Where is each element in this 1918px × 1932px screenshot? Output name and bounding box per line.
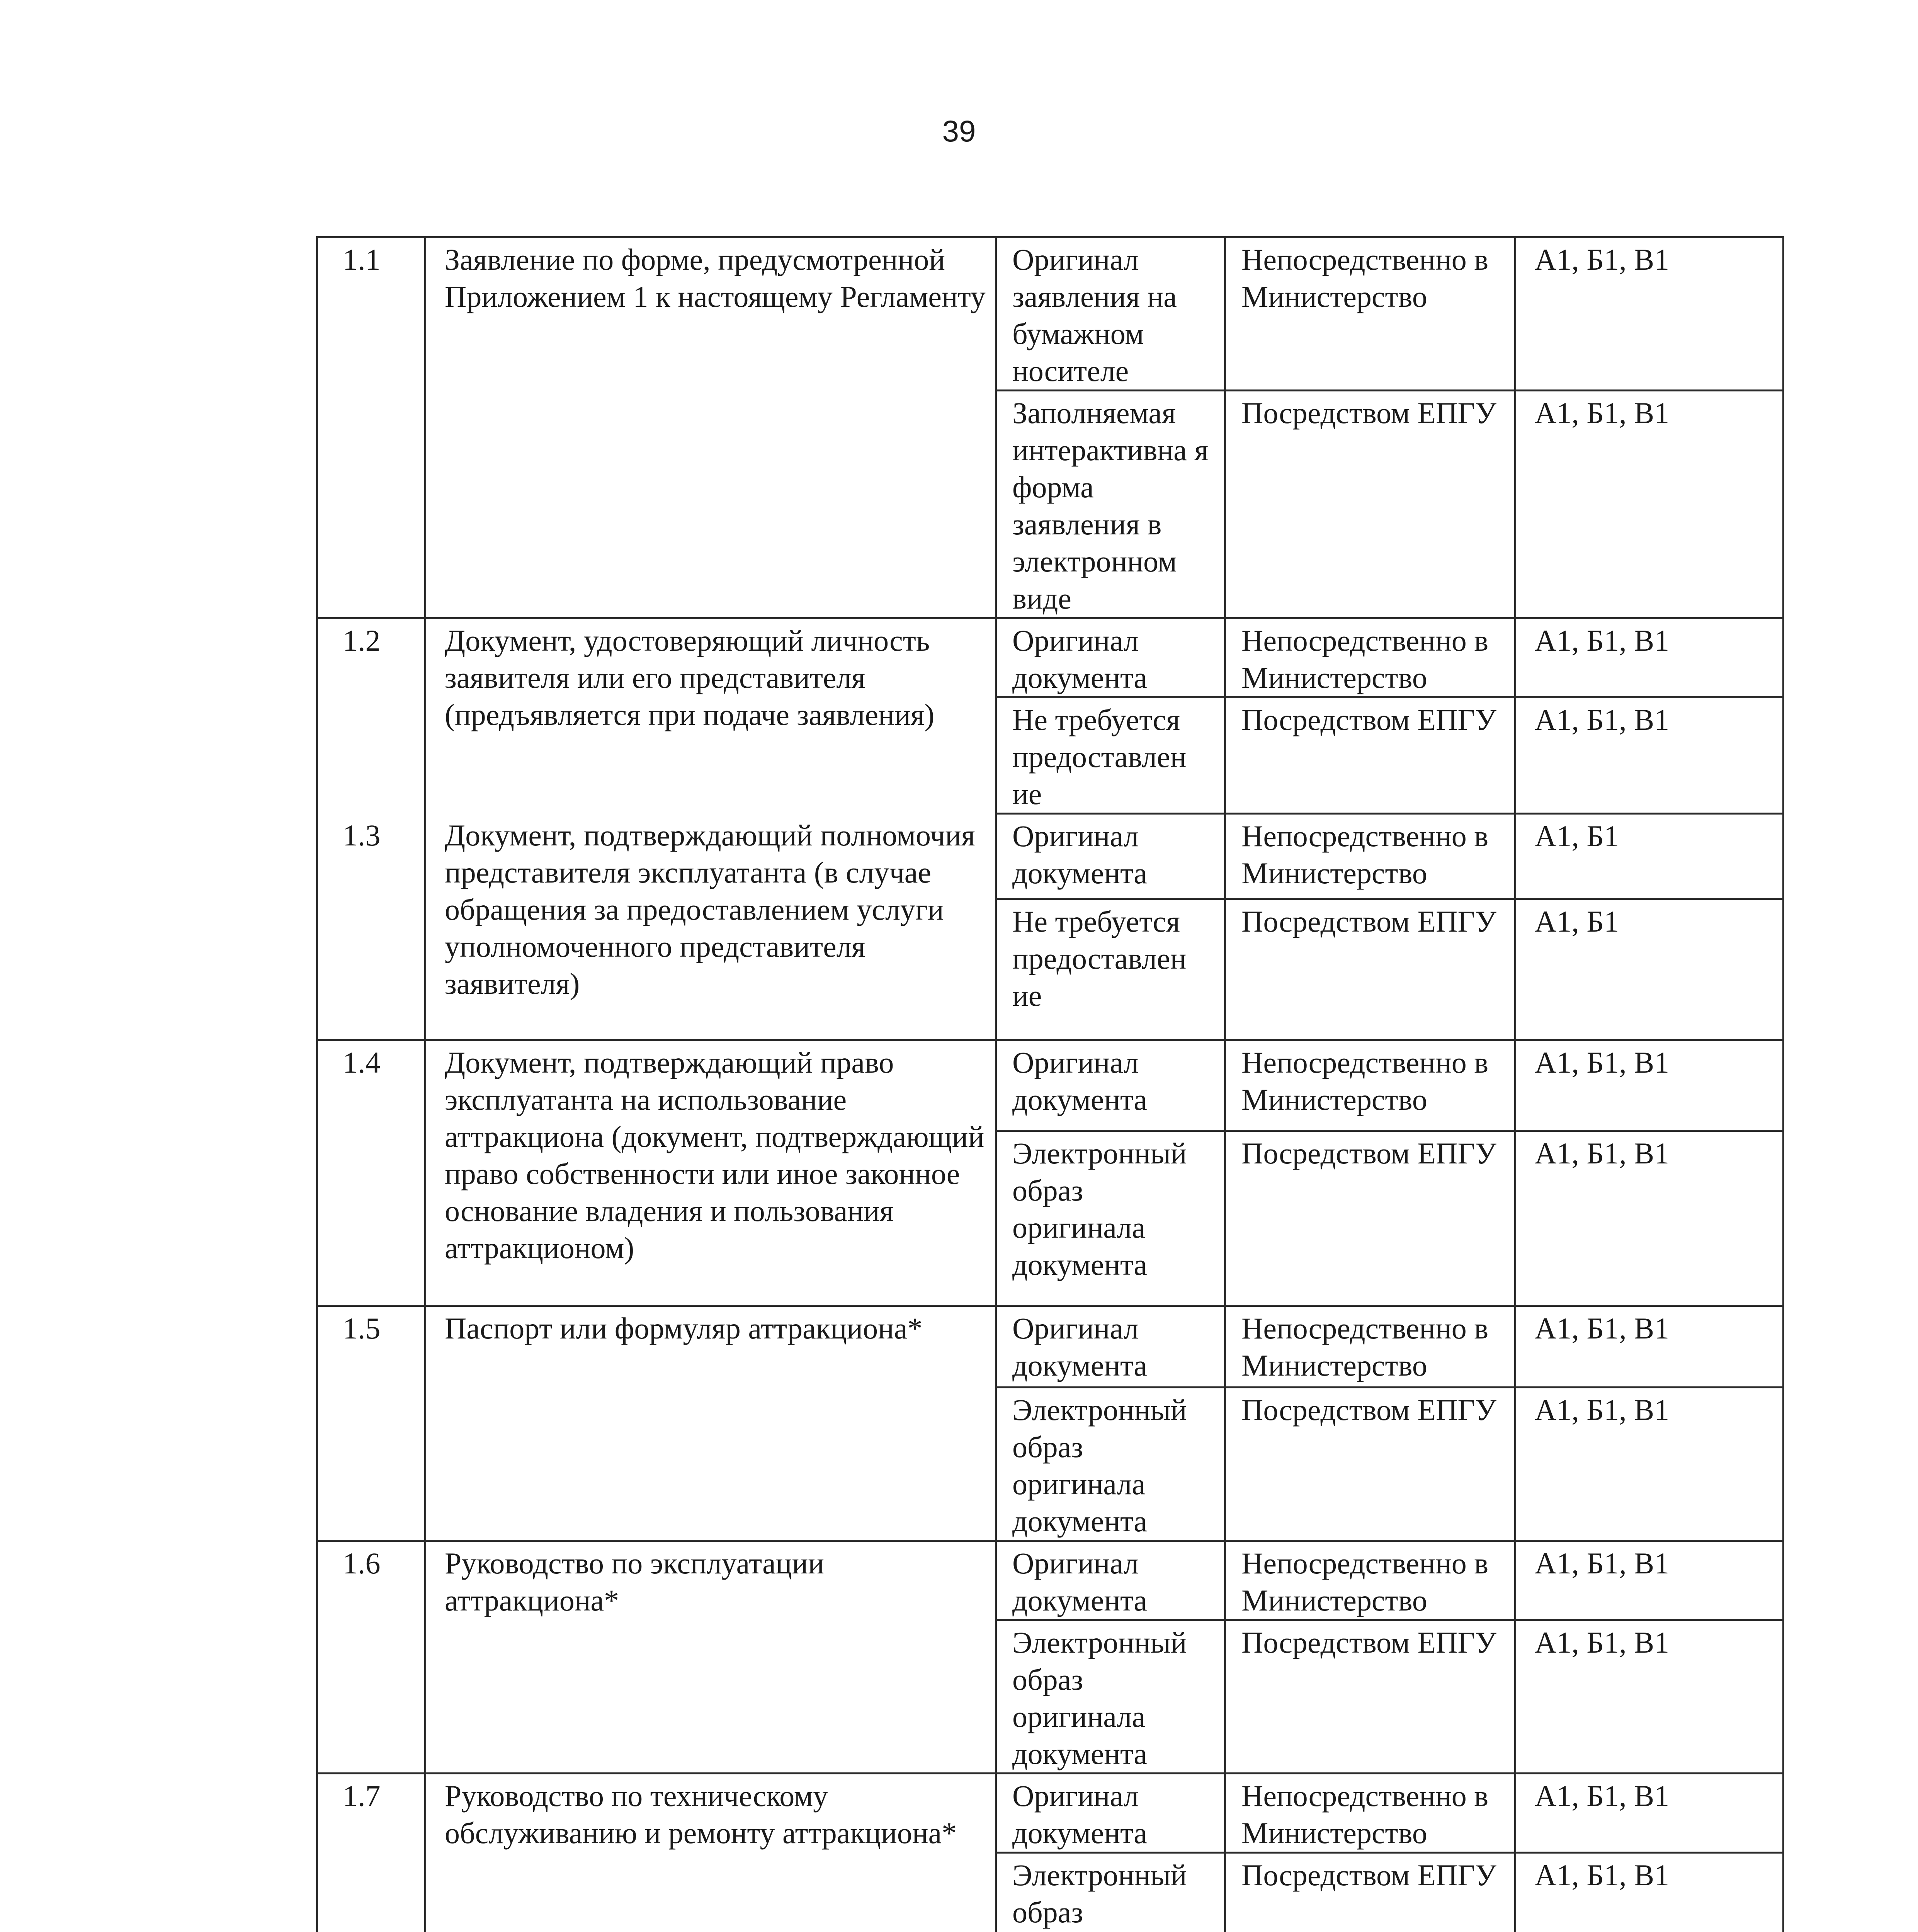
submission-method: Непосредственно в Министерство	[1225, 237, 1515, 391]
document-form: Не требуется предоставлен ие	[996, 899, 1225, 1040]
table-row	[317, 1541, 1784, 1620]
document-name: Руководство по эксплуатации аттракциона*	[425, 1541, 996, 1774]
document-form: Электронный образ	[996, 1853, 1225, 1932]
row-number: 1.5	[317, 1306, 425, 1541]
submission-method: Посредством ЕПГУ	[1225, 899, 1515, 1040]
document-form: Заполняемая интерактивна я форма заявления в электронном виде	[996, 391, 1225, 618]
categories: А1, Б1, В1	[1515, 1541, 1784, 1620]
categories: А1, Б1, В1	[1515, 1853, 1784, 1932]
categories: А1, Б1, В1	[1515, 697, 1784, 814]
submission-method: Посредством ЕПГУ	[1225, 1388, 1515, 1541]
row-number: 1.3	[317, 814, 425, 1040]
categories: А1, Б1, В1	[1515, 391, 1784, 618]
document-form: Электронный образ оригинала документа	[996, 1620, 1225, 1774]
table-row	[317, 237, 1784, 391]
categories: А1, Б1, В1	[1515, 1040, 1784, 1131]
document-name: Документ, подтверждающий право эксплуатанта на использование аттракциона (документ, подтверждающий право собственности или иное законное основание владения и пользования аттракционом)	[425, 1040, 996, 1306]
submission-method: Непосредственно в Министерство	[1225, 1774, 1515, 1853]
row-number: 1.1	[317, 237, 425, 618]
document-form: Не требуется предоставлен ие	[996, 697, 1225, 814]
submission-method: Непосредственно в Министерство	[1225, 814, 1515, 899]
page-number: 39	[942, 114, 976, 148]
row-number: 1.4	[317, 1040, 425, 1306]
submission-method: Посредством ЕПГУ	[1225, 1853, 1515, 1932]
categories: А1, Б1	[1515, 814, 1784, 899]
document-form: Электронный образ оригинала документа	[996, 1388, 1225, 1541]
row-number: 1.6	[317, 1541, 425, 1774]
row-number: 1.7	[317, 1774, 425, 1932]
row-number: 1.2	[317, 618, 425, 814]
submission-method: Непосредственно в Министерство	[1225, 618, 1515, 697]
document-name: Документ, подтверждающий полномочия представителя эксплуатанта (в случае обращения за предоставлением услуги уполномоченного представителя заявителя)	[425, 814, 996, 1040]
table-row	[317, 814, 1784, 899]
document-form: Оригинал заявления на бумажном носителе	[996, 237, 1225, 391]
submission-method: Непосредственно в Министерство	[1225, 1040, 1515, 1131]
categories: А1, Б1	[1515, 899, 1784, 1040]
submission-method: Посредством ЕПГУ	[1225, 1620, 1515, 1774]
document-form: Оригинал документа	[996, 1774, 1225, 1853]
table-row	[317, 1306, 1784, 1388]
documents-table	[316, 236, 1784, 1932]
document-name: Заявление по форме, предусмотренной Приложением 1 к настоящему Регламенту	[425, 237, 996, 618]
categories: А1, Б1, В1	[1515, 1388, 1784, 1541]
categories: А1, Б1, В1	[1515, 1774, 1784, 1853]
document-form: Оригинал документа	[996, 1541, 1225, 1620]
table-row	[317, 1040, 1784, 1131]
submission-method: Непосредственно в Министерство	[1225, 1306, 1515, 1388]
categories: А1, Б1, В1	[1515, 1620, 1784, 1774]
table-row	[317, 618, 1784, 697]
document-form: Электронный образ оригинала документа	[996, 1131, 1225, 1306]
categories: А1, Б1, В1	[1515, 1306, 1784, 1388]
submission-method: Посредством ЕПГУ	[1225, 391, 1515, 618]
document-form: Оригинал документа	[996, 618, 1225, 697]
table-row	[317, 1774, 1784, 1853]
submission-method: Непосредственно в Министерство	[1225, 1541, 1515, 1620]
document-name: Документ, удостоверяющий личность заявителя или его представителя (предъявляется при подаче заявления)	[425, 618, 996, 814]
categories: А1, Б1, В1	[1515, 237, 1784, 391]
submission-method: Посредством ЕПГУ	[1225, 1131, 1515, 1306]
document-form: Оригинал документа	[996, 814, 1225, 899]
categories: А1, Б1, В1	[1515, 1131, 1784, 1306]
document-name: Руководство по техническому обслуживанию и ремонту аттракциона*	[425, 1774, 996, 1932]
document-name: Паспорт или формуляр аттракциона*	[425, 1306, 996, 1541]
categories: А1, Б1, В1	[1515, 618, 1784, 697]
document-form: Оригинал документа	[996, 1040, 1225, 1131]
submission-method: Посредством ЕПГУ	[1225, 697, 1515, 814]
document-form: Оригинал документа	[996, 1306, 1225, 1388]
